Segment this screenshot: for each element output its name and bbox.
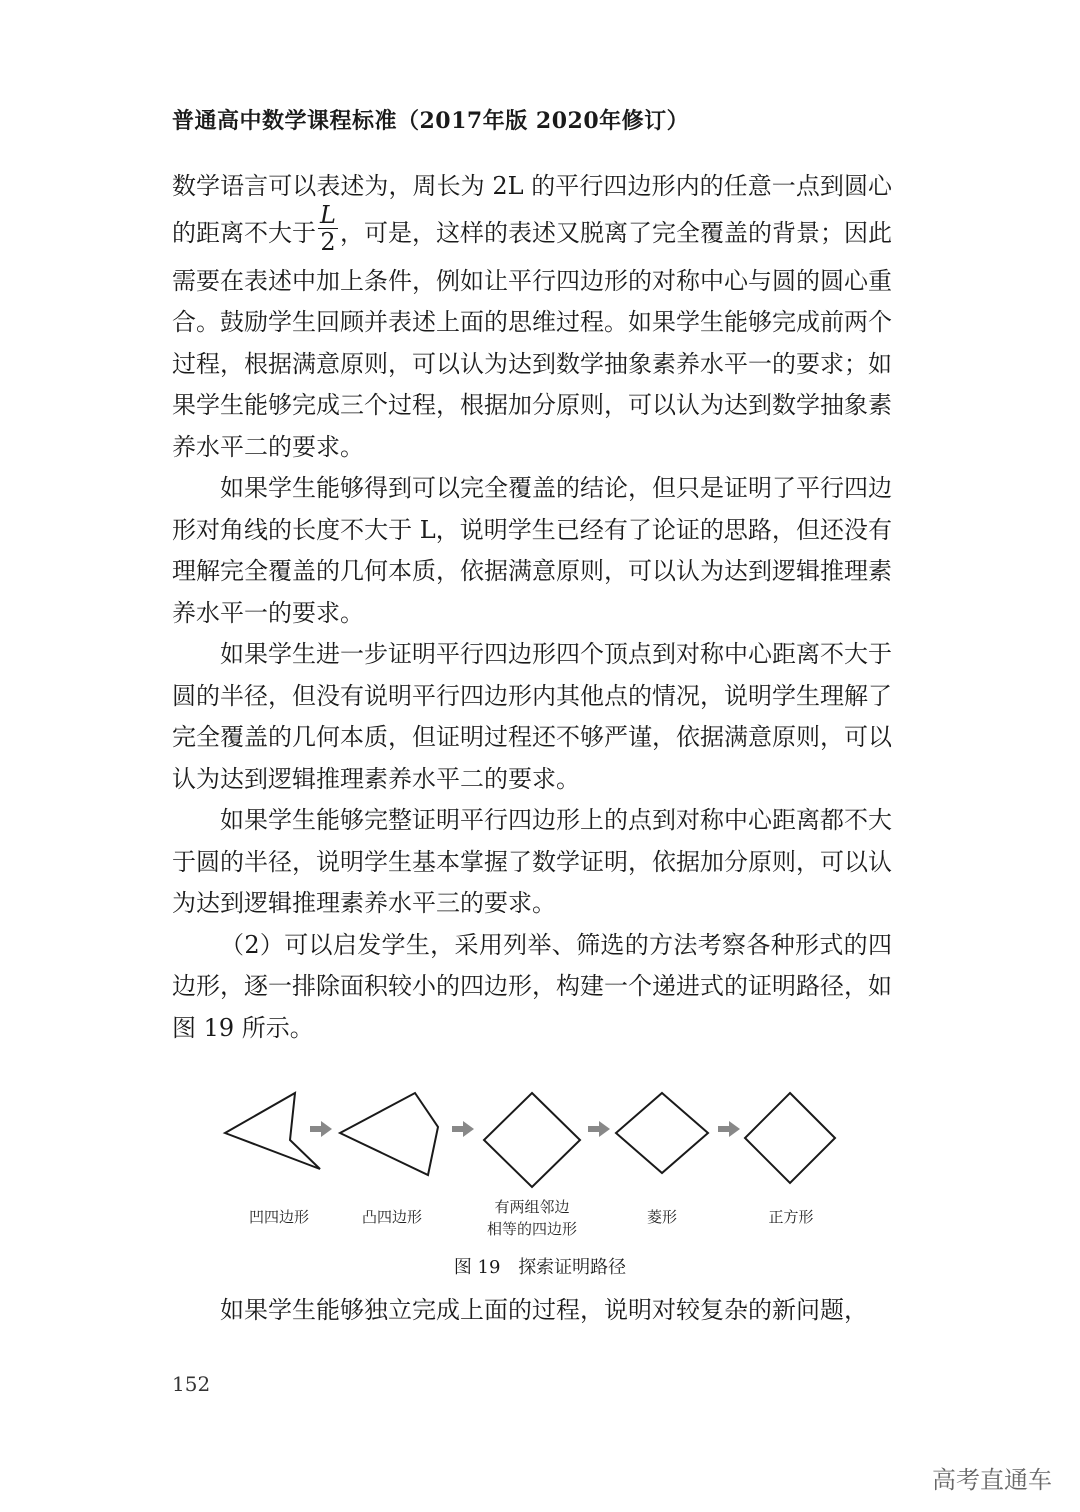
square-shape: [745, 1093, 835, 1183]
paragraph-6: 如果学生能够独立完成上面的过程，说明对较复杂的新问题，: [220, 1296, 868, 1324]
paragraph-1: [172, 166, 892, 468]
paragraph-1-part-1: 数学语言可以表述为，周长为 2L 的平行四边形内的任意一点到圆心的距离不大于: [172, 172, 892, 247]
paragraph-1-part-2: ，可是，这样的表述又脱离了完全覆盖的背景；因此需要在表述中加上条件，例如让平行四边形的对称中心与圆的圆心重合。鼓励学生回顾并表述上面的思维过程。如果学生能够完成前两个过程，根据满意原则，可以认为达到数学抽象素养水平一的要求；如果学生能够完成三个过程，根据加分原则，可以认为达到数学抽象素养水平二的要求。: [172, 218, 893, 461]
label-kite-line-2: 相等的四边形: [486, 1220, 577, 1238]
fraction-denominator: 2: [320, 227, 336, 256]
figure-19-diagram: [210, 1085, 860, 1205]
paragraph-4: 如果学生能够完整证明平行四边形上的点到对称中心距离都不大于圆的半径，说明学生基本掌握了数学证明，依据加分原则，可以认为达到逻辑推理素养水平三的要求。: [172, 806, 892, 917]
page-number: 152: [172, 1372, 211, 1396]
watermark-text: 高考直通车: [932, 1466, 1052, 1494]
convex-quadrilateral-shape: [340, 1093, 438, 1175]
figure-caption: [0, 1253, 1080, 1279]
concave-quadrilateral-shape: [225, 1093, 320, 1169]
paragraph-2: 如果学生能够得到可以完全覆盖的结论，但只是证明了平行四边形对角线的长度不大于 L，说明学生已经有了论证的思路，但还没有理解完全覆盖的几何本质，依据满意原则，可以认为达到逻辑推理素养水平一的要求。: [172, 474, 892, 627]
page-header-title: 普通高中数学课程标准（2017年版 2020年修订）: [172, 108, 690, 134]
label-convex-quadrilateral: 凸四边形: [361, 1208, 422, 1226]
arrow-icon-1: [310, 1121, 332, 1137]
rhombus-shape: [616, 1093, 708, 1173]
paragraph-5: （2）可以启发学生，采用列举、筛选的方法考察各种形式的四边形，逐一排除面积较小的四边形，构建一个递进式的证明路径，如图 19 所示。: [172, 930, 892, 1042]
arrow-icon-4: [718, 1121, 740, 1137]
quadrilateral-path-svg: [210, 1085, 860, 1205]
figure-caption-text: 探索证明路径: [518, 1257, 627, 1278]
fraction-l-over-2: [318, 202, 338, 255]
label-square: 正方形: [768, 1208, 814, 1226]
arrow-icon-3: [588, 1121, 610, 1137]
body-text-continued: [172, 1290, 892, 1332]
kite-shape: [484, 1093, 580, 1187]
label-concave-quadrilateral: 凹四边形: [248, 1208, 309, 1226]
label-kite-line-1: 有两组邻边: [494, 1198, 570, 1216]
fraction-numerator: L: [320, 200, 336, 229]
body-text: [172, 166, 892, 1049]
label-rhombus: 菱形: [646, 1208, 677, 1226]
paragraph-3: 如果学生进一步证明平行四边形四个顶点到对称中心距离不大于圆的半径，但没有说明平行四边形内其他点的情况，说明学生理解了完全覆盖的几何本质，但证明过程还不够严谨，依据满意原则，可以认为达到逻辑推理素养水平二的要求。: [172, 640, 892, 793]
figure-caption-number: 图 19: [453, 1257, 501, 1278]
arrow-icon-2: [452, 1121, 474, 1137]
